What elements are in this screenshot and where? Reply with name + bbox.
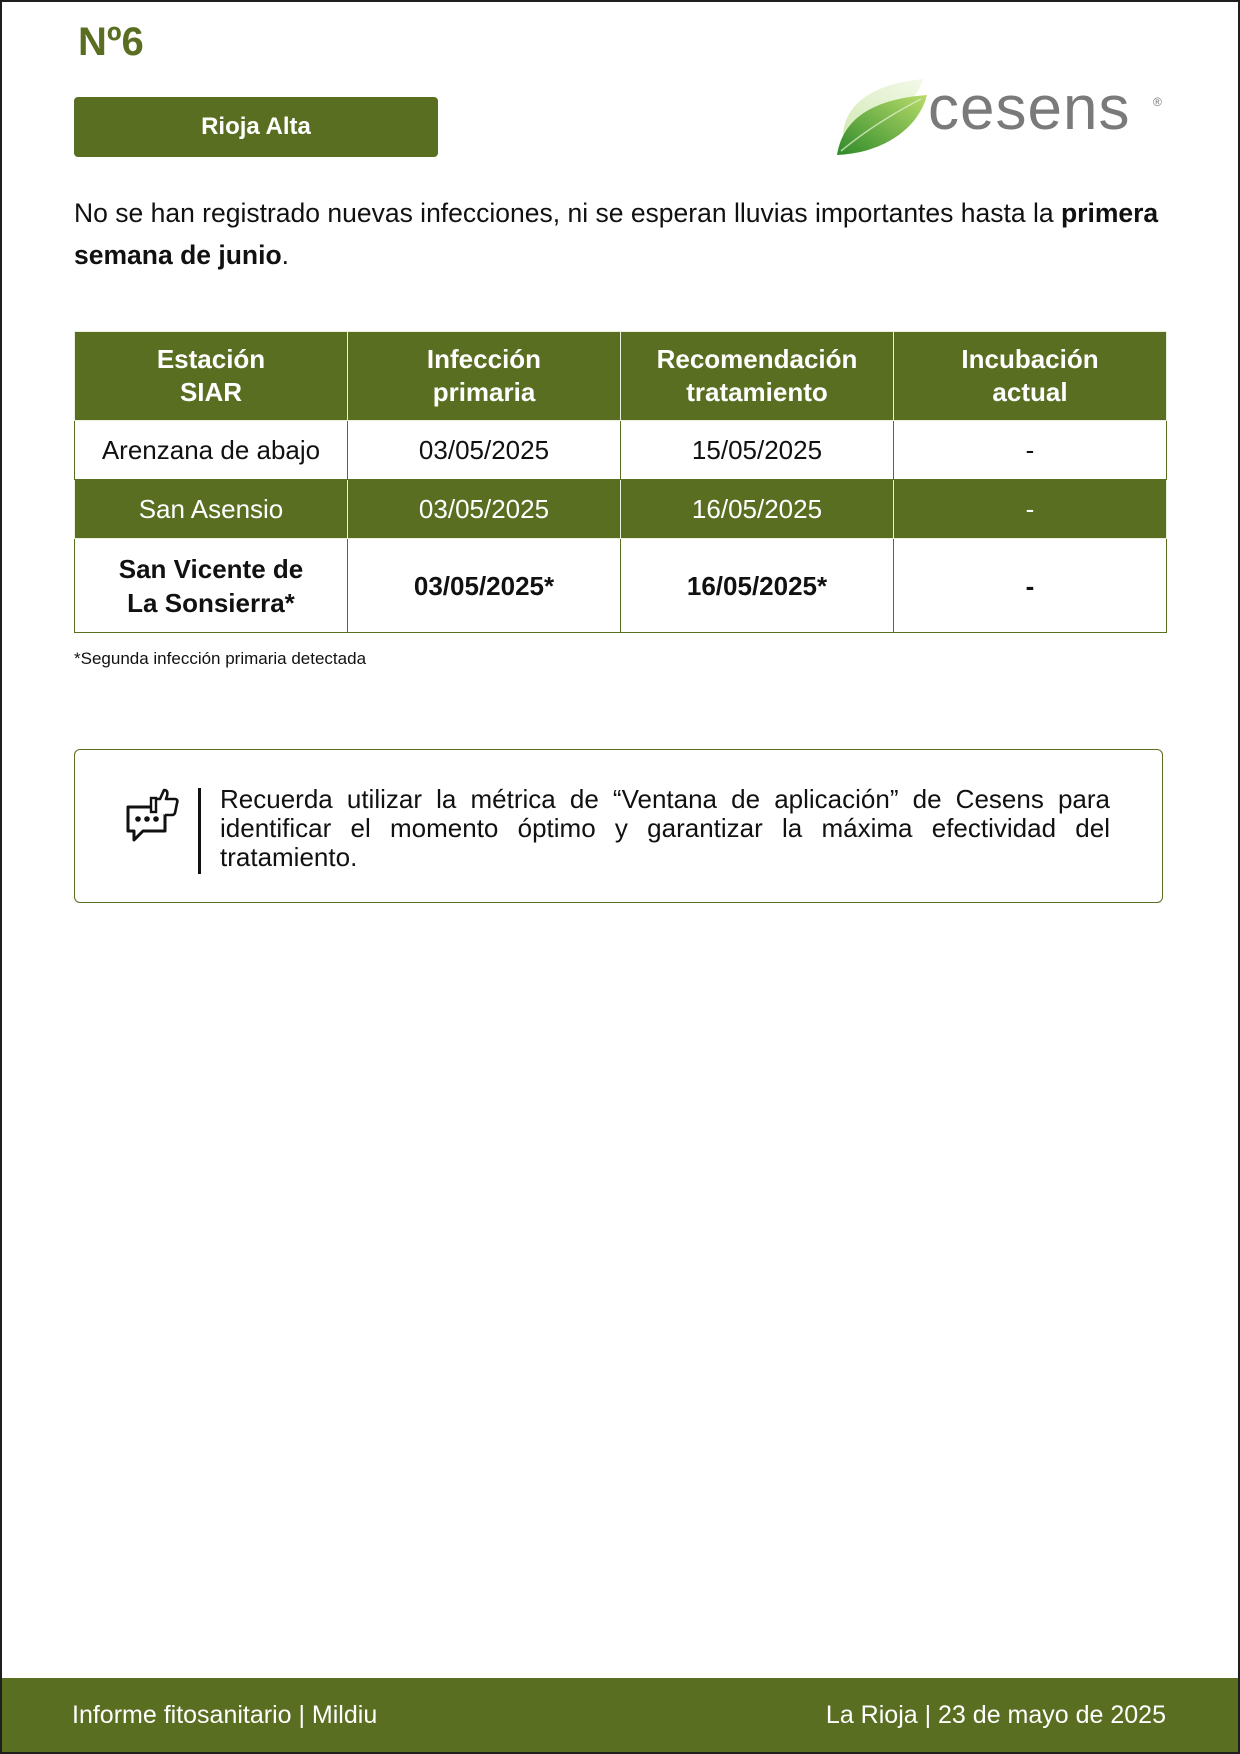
table-row [75, 539, 1167, 633]
tip-text: Recuerda utilizar la métrica de “Ventana de aplicación” de Cesens para identificar el momento óptimo y garantizar la máxima efectividad del tratamiento. [220, 784, 1110, 872]
cell-station: San Vicente de La Sonsierra* [75, 539, 348, 633]
cell-incubation: - [894, 539, 1167, 633]
cell-incubation: - [894, 480, 1167, 539]
table-header-row [75, 332, 1167, 421]
tip-divider [198, 788, 201, 874]
cell-infection: 03/05/2025* [348, 539, 621, 633]
footer-report-title: Informe fitosanitario | Mildiu [72, 1701, 378, 1729]
header-incubation: Incubación actual [894, 332, 1167, 421]
cesens-logo [835, 75, 1170, 160]
intro-end: . [281, 240, 290, 270]
header-infection: Infección primaria [348, 332, 621, 421]
cell-treatment: 15/05/2025 [621, 421, 894, 480]
issue-number: Nº6 [78, 20, 144, 64]
footer-date: La Rioja | 23 de mayo de 2025 [825, 1701, 1166, 1729]
intro-bold: primera semana de junio [74, 198, 1159, 270]
region-badge [74, 97, 438, 157]
thumbs-up-chat-icon [125, 787, 181, 845]
tip-box [74, 749, 1163, 903]
cell-infection: 03/05/2025 [348, 421, 621, 480]
leaf-icon [835, 75, 935, 160]
region-label: Rioja Alta [201, 113, 311, 140]
cell-treatment: 16/05/2025 [621, 480, 894, 539]
table-row [75, 421, 1167, 480]
stations-table [74, 331, 1167, 633]
logo-wordmark: cesens [928, 74, 1131, 143]
cell-infection: 03/05/2025 [348, 480, 621, 539]
intro-text: No se han registrado nuevas infecciones, ni se esperan lluvias importantes hasta la [74, 198, 1061, 228]
header-station: Estación SIAR [75, 332, 348, 421]
cell-incubation: - [894, 421, 1167, 480]
cell-treatment: 16/05/2025* [621, 539, 894, 633]
registered-mark: ® [1153, 95, 1162, 109]
table-footnote: *Segunda infección primaria detectada [74, 649, 367, 668]
cell-station: Arenzana de abajo [75, 421, 348, 480]
cell-station: San Asensio [75, 480, 348, 539]
table-row [75, 480, 1167, 539]
intro-paragraph [74, 192, 1168, 276]
footer-bar [2, 1678, 1238, 1752]
header-treatment: Recomendación tratamiento [621, 332, 894, 421]
